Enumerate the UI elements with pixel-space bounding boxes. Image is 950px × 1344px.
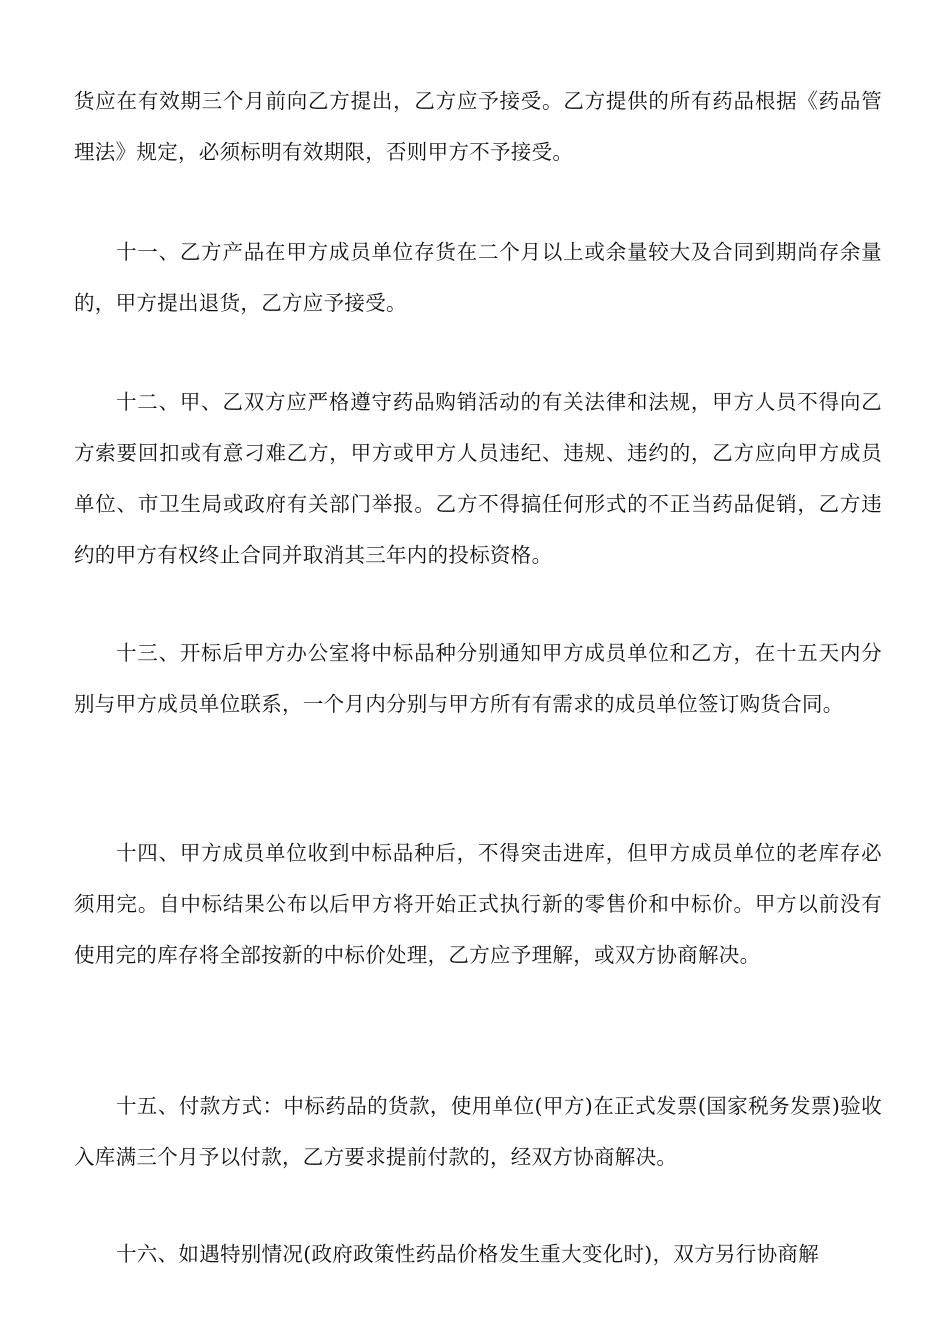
clause-15: 十五、付款方式：中标药品的货款，使用单位(甲方)在正式发票(国家税务发票)验收入库满三个月予以付款，乙方要求提前付款的，经双方协商解决。 xyxy=(74,1094,882,1169)
clause-11: 十一、乙方产品在甲方成员单位存货在二个月以上或余量较大及合同到期尚存余量的，甲方提出退货，乙方应予接受。 xyxy=(74,240,882,315)
clause-12: 十二、甲、乙双方应严格遵守药品购销活动的有关法律和法规，甲方人员不得向乙方索要回扣或有意刁难乙方，甲方或甲方人员违纪、违规、违约的，乙方应向甲方成员单位、市卫生局或政府有关部门举报。乙方不得搞任何形式的不正当药品促销，乙方违约的甲方有权终止合同并取消其三年内的投标资格。 xyxy=(74,390,882,567)
paragraph-continuation: 货应在有效期三个月前向乙方提出，乙方应予接受。乙方提供的所有药品根据《药品管理法》规定，必须标明有效期限，否则甲方不予接受。 xyxy=(74,89,882,164)
clause-16: 十六、如遇特别情况(政府政策性药品价格发生重大变化时)，双方另行协商解 xyxy=(116,1242,819,1266)
clause-14: 十四、甲方成员单位收到中标品种后，不得突击进库，但甲方成员单位的老库存必须用完。自中标结果公布以后甲方将开始正式执行新的零售价和中标价。甲方以前没有使用完的库存将全部按新的中标价处理，乙方应予理解，或双方协商解决。 xyxy=(74,841,882,967)
clause-13: 十三、开标后甲方办公室将中标品种分别通知甲方成员单位和乙方，在十五天内分别与甲方成员单位联系，一个月内分别与甲方所有有需求的成员单位签订购货合同。 xyxy=(74,641,882,716)
